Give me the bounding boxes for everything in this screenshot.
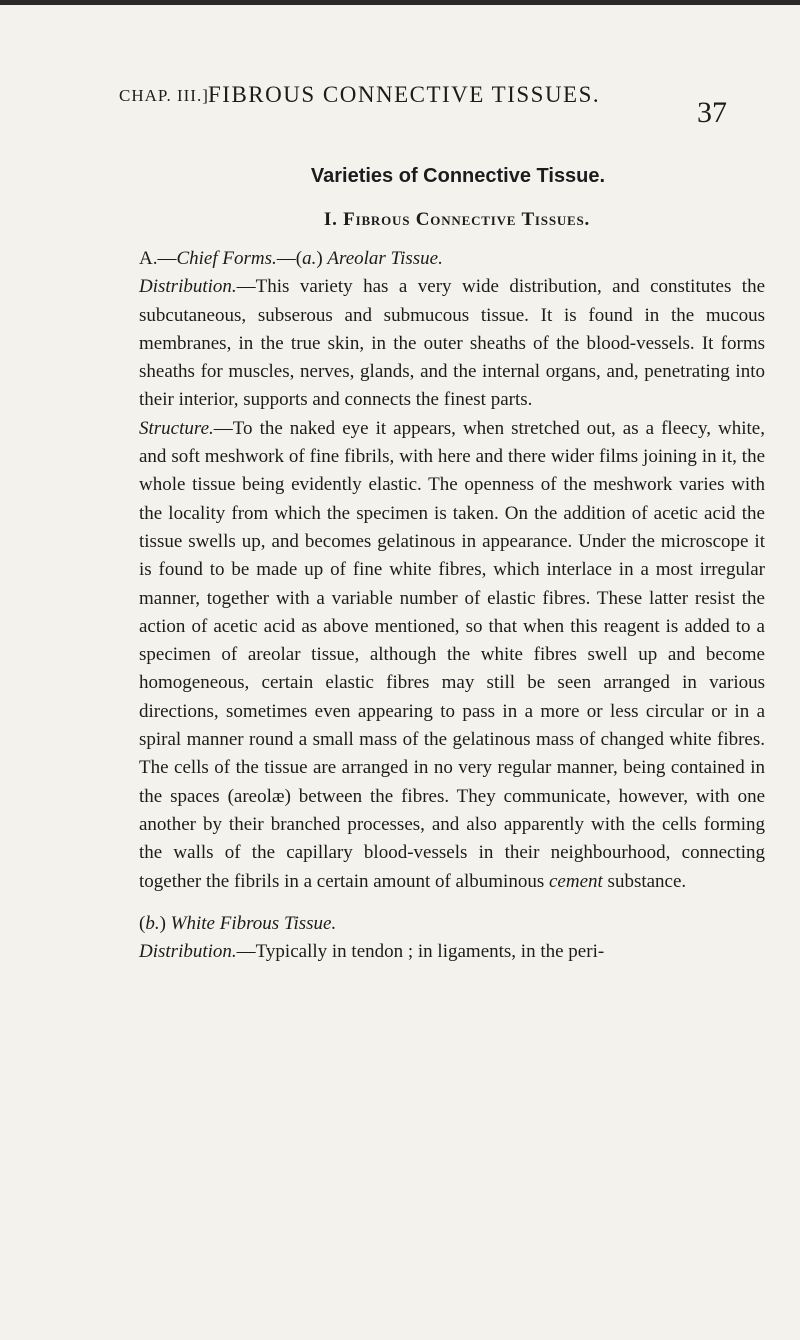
open-paren-b: (: [139, 912, 146, 934]
dash-open-paren: —(: [276, 248, 303, 269]
running-head-title: FIBROUS CONNECTIVE TISSUES.: [208, 82, 601, 107]
close-paren-a: ): [316, 248, 328, 269]
distribution-text: —This variety has a very wide distribution, and constitutes the subcutaneous, subserous and submucous tissue. It is found in the mucous membranes, in the true skin, in the outer sheaths of the blood-vessels. It forms sheaths for muscles, nerves, glands, and the internal organs, and, penetrating into their interior, supports and connects the finest parts.: [139, 276, 765, 411]
white-fibrous-title: White Fibrous Tissue.: [170, 912, 337, 934]
page-body: [139, 165, 765, 966]
white-distribution-label: Distribution.: [139, 941, 237, 963]
subsection-heading: I. Fibrous Connective Tissues.: [323, 209, 591, 230]
section-heading: Varieties of Connective Tissue.: [310, 165, 606, 187]
white-fibrous-heading-line: [139, 910, 765, 938]
structure-label: Structure.: [139, 417, 214, 439]
top-border-rule: [0, 0, 800, 5]
white-distribution-text: —Typically in tendon ; in ligaments, in the peri-: [236, 941, 605, 963]
close-paren-b: ): [159, 912, 171, 934]
areolar-heading-line: [139, 245, 765, 273]
page-number: 37: [697, 96, 727, 129]
structure-text: —To the naked eye it appears, when stretched out, as a fleecy, white, and soft meshwork of fine fibrils, with here and there wider films joining in it, the whole tissue being evidently elastic. The openness of the meshwork varies with the locality from which the specimen is taken. On the addition of acetic acid the tissue swells up, and becomes gelatinous in appearance. Under the microscope it is found to be made up of fine white fibres, which interlace in a most irregular manner, together with a variable number of elastic fibres. These latter resist the action of acetic acid as above mentioned, so that when this reagent is added to a specimen of areolar tissue, although the white fibres swell up and become homogeneous, certain elastic fibres may still be seen arranged in various directions, sometimes even appearing to pass in a more or less circular or in a spiral manner round a small mass of the gelatinous mass of changed white fibres. The cells of the tissue are arranged in no very regular manner, being contained in the spaces (areolæ) between the fibres. They communicate, however, with one another by their branched processes, and also apparently with the cells forming the walls of the capillary blood-vessels in their neighbourhood, connecting together the fibrils in a certain amount of albuminous: [139, 417, 765, 892]
chapter-label: CHAP. III.]: [119, 86, 209, 105]
label-a: A.—: [139, 248, 177, 269]
letter-a: a.: [302, 248, 317, 269]
areolar-tissue-title: Areolar Tissue.: [327, 248, 443, 269]
letter-b: b.: [145, 912, 160, 934]
distribution-label: Distribution.: [139, 276, 237, 298]
areolar-structure-paragraph: [139, 415, 765, 896]
cement-word: cement: [548, 870, 603, 892]
white-fibrous-distribution-paragraph: [139, 938, 765, 966]
areolar-distribution-paragraph: [139, 273, 765, 414]
structure-end: substance.: [602, 870, 687, 892]
chief-forms-label: Chief Forms.: [176, 248, 277, 269]
running-head: [0, 82, 800, 129]
